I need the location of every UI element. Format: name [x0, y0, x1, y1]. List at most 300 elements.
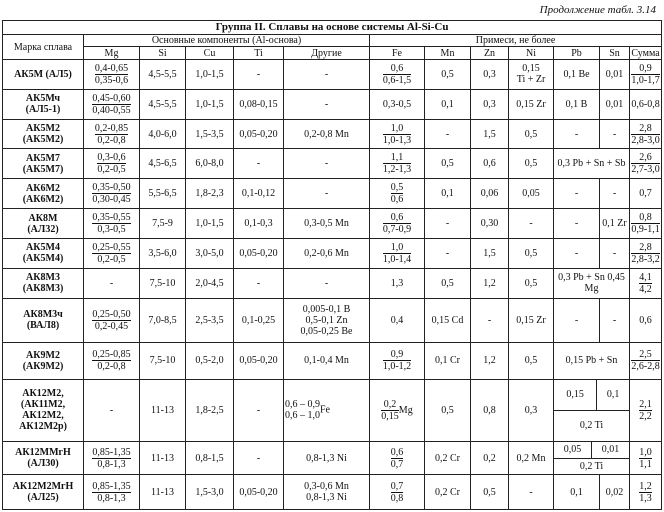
mg-numerator: 0,85-1,35 — [92, 480, 131, 492]
mn-cell: 0,5 — [425, 268, 471, 298]
fe-cell — [370, 238, 425, 268]
cu-cell: 2,0-4,5 — [186, 268, 234, 298]
grade-line: АК12ММгН — [15, 447, 71, 459]
ni-cell — [509, 149, 554, 179]
sn-cell: - — [600, 238, 630, 268]
sum-denominator: 1,1 — [639, 458, 652, 470]
mg-cell — [84, 179, 140, 209]
fe-numerator: 0,6 — [390, 446, 404, 458]
grade-line: (АК9М2) — [22, 360, 64, 372]
cu-cell: 2,5-3,5 — [186, 298, 234, 342]
cu-cell: 1,8-2,3 — [186, 179, 234, 209]
fe-cell — [370, 475, 425, 510]
zn-cell: 0,8 — [471, 379, 509, 441]
mg-line: - — [109, 404, 114, 416]
ni-cell — [509, 379, 554, 441]
mn-cell: - — [425, 238, 471, 268]
zn-cell: 0,3 — [471, 60, 509, 90]
ni-cell — [509, 209, 554, 239]
mg-denominator: 0,30-0,45 — [92, 194, 131, 206]
sum-fraction — [631, 63, 659, 86]
grade-cell — [3, 209, 84, 239]
sn-cell: 0,01 — [600, 60, 630, 90]
grade-line: АК9М2 — [26, 349, 60, 361]
sum-cell — [630, 475, 662, 510]
sum-line: 0,6 — [639, 314, 652, 326]
grade-cell — [3, 268, 84, 298]
mn-cell: 0,15 Cd — [425, 298, 471, 342]
sum-fraction — [639, 447, 652, 470]
grade-cell — [3, 298, 84, 342]
fe-cell — [370, 379, 425, 441]
pb-cell: 0,1 Be — [554, 60, 600, 90]
sn-cell: - — [600, 298, 630, 342]
fe-cell — [370, 60, 425, 90]
header-ti: Ti — [234, 47, 284, 60]
fe-fraction — [383, 63, 411, 86]
table-row — [3, 89, 662, 119]
fe-denominator: 1,0-1,2 — [382, 361, 412, 373]
other-fe-group — [285, 399, 320, 421]
fe-numerator: 0,5 — [390, 182, 404, 194]
sn-cell: 0,02 — [600, 475, 630, 510]
sum-cell — [630, 89, 662, 119]
sum-fraction — [639, 399, 652, 422]
header-mg: Mg — [84, 47, 140, 60]
other-cell — [284, 179, 370, 209]
mn-cell: 0,1 — [425, 89, 471, 119]
mg-denominator: 0,35-0,6 — [94, 74, 129, 86]
grade-line: АК5М2 — [26, 123, 60, 135]
zn-cell: 1,2 — [471, 342, 509, 379]
sum-numerator: 2,1 — [639, 398, 652, 410]
header-zn: Zn — [471, 47, 509, 60]
grade-line: АК5М7 — [26, 152, 60, 164]
zn-cell: 1,5 — [471, 238, 509, 268]
fe-numerator: 0,2 — [381, 399, 399, 411]
sum-denominator: 4,2 — [639, 283, 652, 295]
ni-line: 0,05 — [522, 188, 540, 200]
header-sum: Сумма — [631, 47, 660, 59]
header-mn: Mn — [425, 47, 471, 60]
grade-line: АК5М4 — [26, 242, 60, 254]
mg-numerator: 0,25-0,50 — [92, 308, 131, 320]
other-line: 0,5-0,1 Zn — [305, 314, 348, 326]
other-cell — [284, 149, 370, 179]
si-cell: 3,5-6,0 — [140, 238, 186, 268]
other-line: 0,6 – 1,0 — [285, 410, 320, 422]
grade-cell — [3, 441, 84, 474]
mg-fraction — [92, 182, 130, 205]
grade-cell — [3, 475, 84, 510]
table-row — [3, 342, 662, 379]
mn-cell: - — [425, 119, 471, 149]
table-row — [3, 149, 662, 179]
mg-fraction — [92, 242, 130, 265]
grade-line: АК12М2р) — [19, 421, 67, 433]
mg-numerator: 0,4-0,65 — [94, 62, 129, 74]
header-pb: Pb — [554, 47, 600, 60]
header-fe: Fe — [370, 47, 425, 60]
sum-cell — [630, 149, 662, 179]
mn-cell: - — [425, 209, 471, 239]
grade-line: АК5М (АЛ5) — [14, 68, 72, 80]
sum-denominator: 0,9-1,1 — [631, 224, 660, 236]
grade-cell — [3, 238, 84, 268]
grade-line: (АК5М4) — [22, 253, 64, 265]
mg-cell — [84, 149, 140, 179]
fe-numerator: 0,7 — [390, 480, 404, 492]
ti-cell: 0,05-0,20 — [234, 119, 284, 149]
ni-line: 0,5 — [524, 355, 538, 367]
pb-cell: 0,15 — [566, 389, 584, 401]
grade-cell — [3, 379, 84, 441]
ti-cell: - — [234, 268, 284, 298]
sum-fraction — [631, 152, 659, 175]
sn-cell: - — [600, 179, 630, 209]
fe-line: 0,4 — [390, 314, 404, 326]
grade-line: АК12М2, — [22, 410, 64, 422]
mg-numerator: 0,85-1,35 — [92, 446, 131, 458]
ni-cell — [509, 60, 554, 90]
si-cell: 11-13 — [140, 475, 186, 510]
fe-fraction — [391, 481, 404, 504]
other-line: 0,8-1,3 Ni — [306, 452, 347, 464]
cu-cell: 6,0-8,0 — [186, 149, 234, 179]
sum-denominator: 2,8-3,2 — [631, 253, 660, 265]
mn-cell: 0,5 — [425, 379, 471, 441]
sum-cell — [630, 441, 662, 474]
grade-line: АК8М3 — [26, 272, 60, 284]
cu-cell: 0,5-2,0 — [186, 342, 234, 379]
grade-cell — [3, 119, 84, 149]
pb-sn-cell: 0,15 Pb + Sn — [554, 342, 630, 379]
sum-numerator: 4,1 — [639, 271, 652, 283]
zn-cell: 0,5 — [471, 475, 509, 510]
cu-cell: 1,0-1,5 — [186, 209, 234, 239]
cu-cell: 1,5-3,5 — [186, 119, 234, 149]
ti-cell: 0,1-0,12 — [234, 179, 284, 209]
ti-cell: 0,1-0,25 — [234, 298, 284, 342]
alloy-table — [2, 20, 662, 510]
si-cell: 4,5-5,5 — [140, 60, 186, 90]
other-line: - — [324, 188, 329, 200]
table-row — [3, 379, 662, 441]
zn-cell: 0,06 — [471, 179, 509, 209]
sum-denominator: 1,3 — [639, 492, 652, 504]
table-row — [3, 119, 662, 149]
sum-fraction — [631, 123, 659, 146]
mg-fraction — [92, 309, 130, 332]
sum-numerator: 2,8 — [631, 242, 659, 254]
mn-cell: 0,5 — [425, 60, 471, 90]
sum-numerator: 1,2 — [639, 480, 652, 492]
fe-cell — [370, 209, 425, 239]
other-line: 0,6 – 0,9 — [285, 399, 320, 411]
sum-fraction — [639, 272, 652, 295]
ni-cell — [509, 268, 554, 298]
fe-fraction — [391, 447, 404, 470]
sum-numerator: 0,8 — [631, 212, 659, 224]
mg-cell — [84, 60, 140, 90]
fe-numerator: 0,6 — [383, 63, 411, 75]
grade-line: (АЛ30) — [27, 458, 59, 470]
other-line: 0,05-0,25 Be — [300, 325, 353, 337]
mg-cell — [84, 475, 140, 510]
grade-line: (АК11М2, — [20, 399, 66, 411]
sum-cell — [630, 60, 662, 90]
sum-cell — [630, 342, 662, 379]
si-cell: 4,5-6,5 — [140, 149, 186, 179]
mg-denominator: 0,8-1,3 — [97, 492, 126, 504]
grade-line: АК12М2, — [22, 388, 64, 400]
header-sn: Sn — [600, 47, 630, 60]
si-cell: 7,0-8,5 — [140, 298, 186, 342]
ni-line: 0,5 — [524, 277, 538, 289]
other-cell — [284, 60, 370, 90]
zn-cell: 0,2 — [471, 441, 509, 474]
ti-cell: - — [234, 60, 284, 90]
mg-fraction — [92, 212, 130, 235]
mg-numerator: 0,25-0,55 — [92, 241, 131, 253]
ti-cell: 0,05-0,20 — [234, 238, 284, 268]
ni-line: - — [529, 218, 533, 230]
pb-cell: 0,1 — [554, 475, 600, 510]
mg-cell — [84, 119, 140, 149]
sum-numerator: 2,6 — [631, 152, 659, 164]
sum-fraction — [631, 242, 659, 265]
table-row — [3, 238, 662, 268]
header-si: Si — [140, 47, 186, 60]
mg-fraction — [92, 481, 130, 504]
table-row — [3, 179, 662, 209]
sum-line: 0,6-0,8 — [631, 98, 660, 110]
other-line: 0,3-0,6 Mn — [304, 481, 349, 493]
grade-line: АК12М2МгН — [12, 481, 74, 493]
mg-denominator: 0,40-0,55 — [92, 104, 131, 116]
sum-denominator: 2,2 — [639, 410, 652, 422]
grade-line: (ВАЛ8) — [26, 320, 60, 332]
ti-cell: - — [234, 379, 284, 441]
sn-cell: 0,01 — [592, 442, 630, 458]
other-line: - — [324, 98, 329, 110]
other-cell — [284, 379, 370, 441]
mn-cell: 0,5 — [425, 149, 471, 179]
pb-cell: - — [554, 119, 600, 149]
table-caption: Продолжение табл. 3.14 — [539, 4, 656, 16]
si-cell: 7,5-10 — [140, 342, 186, 379]
fe-fraction — [383, 242, 411, 265]
si-cell: 7,5-10 — [140, 268, 186, 298]
fe-denominator: 1,2-1,3 — [382, 164, 412, 176]
fe-numerator: 0,9 — [383, 349, 411, 361]
fe-fraction — [383, 212, 411, 235]
grade-line: АК6М2 — [26, 182, 60, 194]
table-row — [3, 60, 662, 90]
fe-fraction — [383, 152, 411, 175]
sum-denominator: 2,7-3,0 — [631, 164, 660, 176]
zn-cell: 0,6 — [471, 149, 509, 179]
other-line: - — [324, 158, 329, 170]
header-other: Другие — [284, 47, 370, 60]
pb-sn-cell: 0,3 Pb + Sn 0,45 Mg — [554, 268, 630, 298]
table-row — [3, 209, 662, 239]
fe-fraction — [391, 182, 404, 205]
si-cell: 11-13 — [140, 441, 186, 474]
other-cell — [284, 89, 370, 119]
fe-cell — [370, 149, 425, 179]
grade-line: (АК5М2) — [22, 134, 64, 146]
ni-cell — [509, 441, 554, 474]
other-cell — [284, 342, 370, 379]
sum-cell — [630, 238, 662, 268]
fe-denominator: 1,0-1,4 — [382, 253, 412, 265]
fe-denominator: 0,15 — [381, 410, 399, 422]
grade-cell — [3, 179, 84, 209]
zn-cell: 1,2 — [471, 268, 509, 298]
fe-cell — [370, 179, 425, 209]
ni-cell — [509, 238, 554, 268]
cu-cell: 0,8-1,5 — [186, 441, 234, 474]
fe-numerator: 1,0 — [383, 242, 411, 254]
pb-sn-cell: 0,3 Pb + Sn + Sb — [554, 149, 630, 179]
fe-cell — [370, 298, 425, 342]
mn-cell: 0,1 Cr — [425, 342, 471, 379]
ti-cell: 0,05-0,20 — [234, 475, 284, 510]
zn-cell: 0,3 — [471, 89, 509, 119]
other-line: 0,2-0,6 Mn — [304, 247, 349, 259]
mn-cell: 0,2 Cr — [425, 441, 471, 474]
mn-cell: 0,2 Cr — [425, 475, 471, 510]
sum-cell — [630, 298, 662, 342]
mg-fraction — [95, 63, 128, 86]
fe-numerator: 1,1 — [383, 152, 411, 164]
table-row — [3, 268, 662, 298]
mg-fraction — [92, 93, 130, 116]
sum-cell — [630, 209, 662, 239]
cu-cell: 1,0-1,5 — [186, 89, 234, 119]
ni-line: 0,5 — [524, 158, 538, 170]
sn-cell: 0,01 — [600, 89, 630, 119]
other-line: 0,1-0,4 Mn — [304, 355, 349, 367]
sn-cell: 0,1 Zr — [600, 209, 630, 239]
grade-cell — [3, 60, 84, 90]
sum-denominator: 2,6-2,8 — [631, 361, 660, 373]
ni-line: 0,2 Mn — [516, 452, 546, 464]
sum-denominator: 2,8-3,0 — [631, 134, 660, 146]
mg-cell — [84, 342, 140, 379]
sum-line: 0,7 — [639, 188, 652, 200]
fe-fraction — [381, 399, 399, 422]
pb-sn-inner — [554, 442, 629, 474]
cu-cell: 1,5-3,0 — [186, 475, 234, 510]
ni-line: Ti + Zr — [516, 74, 546, 86]
mg-denominator: 0,2-0,45 — [94, 320, 129, 332]
other-cell — [284, 475, 370, 510]
fe-line: Mg — [398, 404, 413, 416]
other-line: 0,3-0,5 Mn — [304, 218, 349, 230]
fe-numerator: 0,6 — [383, 212, 411, 224]
mg-cell — [84, 441, 140, 474]
pb-cell: 0,1 B — [554, 89, 600, 119]
mn-cell: 0,1 — [425, 179, 471, 209]
mg-denominator: 0,2-0,8 — [97, 361, 126, 373]
header-grade: Марка сплава — [3, 35, 84, 60]
mg-denominator: 0,2-0,5 — [97, 164, 126, 176]
ni-line: 0,15 Zr — [516, 314, 546, 326]
ni-cell — [509, 89, 554, 119]
other-line: 0,8-1,3 Ni — [306, 492, 347, 504]
sum-fraction — [639, 481, 652, 504]
ni-cell — [509, 119, 554, 149]
fe-line: 0,3-0,5 — [382, 98, 412, 110]
ni-line: 0,3 — [524, 404, 538, 416]
grade-line: АК8М — [28, 212, 58, 224]
sum-numerator: 0,9 — [631, 63, 659, 75]
grade-line: (АК5М7) — [22, 163, 64, 175]
mg-numerator: 0,45-0,60 — [92, 92, 131, 104]
ni-cell — [509, 475, 554, 510]
fe-cell — [370, 89, 425, 119]
grade-line: (АЛ5-1) — [25, 104, 61, 116]
mg-cell — [84, 238, 140, 268]
mg-numerator: 0,2-0,85 — [94, 122, 129, 134]
ti-extra-cell: 0,2 Ti — [554, 410, 629, 441]
mg-fraction — [92, 349, 130, 372]
pb-cell: - — [554, 179, 600, 209]
fe-cell — [370, 119, 425, 149]
header-cu: Cu — [186, 47, 234, 60]
ni-line: - — [529, 486, 533, 498]
sum-cell — [630, 179, 662, 209]
ti-cell: 0,08-0,15 — [234, 89, 284, 119]
ni-line: 0,5 — [524, 128, 538, 140]
mg-numerator: 0,3-0,6 — [97, 152, 126, 164]
ni-line: 0,5 — [524, 247, 538, 259]
sum-cell — [630, 379, 662, 441]
ti-cell: - — [234, 441, 284, 474]
sn-cell: - — [600, 119, 630, 149]
ni-line: 0,15 Zr — [516, 98, 546, 110]
grade-line: АК8М3ч — [23, 309, 63, 321]
table-row — [3, 441, 662, 474]
ti-extra-cell: 0,2 Ti — [554, 458, 629, 474]
mg-cell — [84, 89, 140, 119]
ni-line: 0,15 — [522, 63, 540, 75]
grade-line: (АК8М3) — [22, 283, 64, 295]
mg-fraction — [95, 123, 128, 146]
mg-line: - — [109, 277, 114, 289]
fe-cell — [370, 268, 425, 298]
group-title: Группа II. Сплавы на основе системы Al-Si-Cu — [3, 21, 662, 35]
grade-line: АК5Мч — [25, 93, 61, 105]
fe-numerator: 1,0 — [383, 123, 411, 135]
table-row — [3, 475, 662, 510]
sum-numerator: 2,8 — [631, 123, 659, 135]
table-row — [3, 298, 662, 342]
fe-cell — [370, 441, 425, 474]
pb-cell: - — [554, 238, 600, 268]
fe-cell — [370, 342, 425, 379]
mg-numerator: 0,35-0,50 — [92, 182, 131, 194]
other-line: 0,2-0,8 Mn — [304, 128, 349, 140]
other-line: Fe — [320, 404, 330, 416]
mg-cell — [84, 298, 140, 342]
grade-line: (АК6М2) — [22, 193, 64, 205]
grade-cell — [3, 342, 84, 379]
sn-cell: 0,1 — [597, 380, 629, 411]
sum-numerator: 1,0 — [639, 446, 652, 458]
